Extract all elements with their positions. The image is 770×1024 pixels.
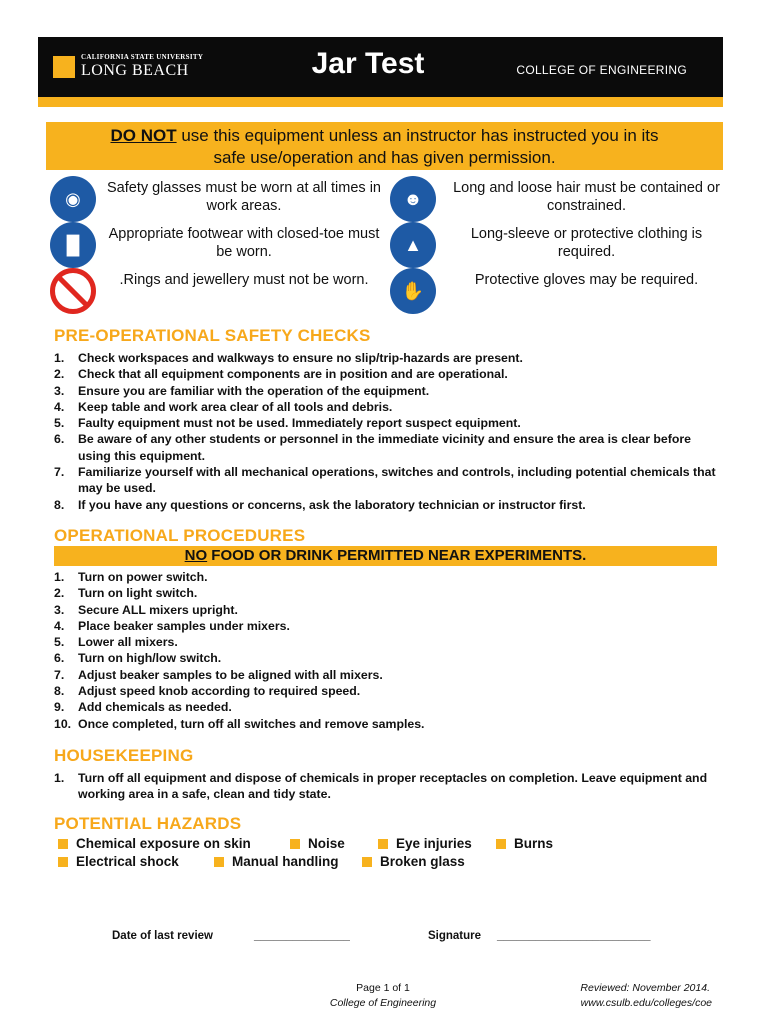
list-item-number: 8. xyxy=(54,497,65,512)
list-item-number: 2. xyxy=(54,367,65,382)
hazard-item: Manual handling xyxy=(214,854,339,869)
bullet-icon xyxy=(496,839,506,849)
list-item-number: 7. xyxy=(54,465,65,480)
list-item-number: 4. xyxy=(54,399,65,414)
list-item xyxy=(54,366,724,382)
review-date-line[interactable]: _______________ xyxy=(254,930,350,942)
list-item xyxy=(54,683,724,699)
list-item xyxy=(54,602,724,618)
operational-list xyxy=(54,569,724,732)
bullet-icon xyxy=(58,857,68,867)
list-item-number: 5. xyxy=(54,416,65,431)
list-item xyxy=(54,667,724,683)
pre-op-list xyxy=(54,350,724,513)
list-item xyxy=(54,497,724,513)
list-item-text: Turn on power switch. xyxy=(78,570,208,584)
footer-college: College of Engineering xyxy=(329,997,437,1009)
list-item-text: Turn on light switch. xyxy=(78,586,198,601)
list-item xyxy=(54,569,724,585)
housekeeping-heading: HOUSEKEEPING xyxy=(54,746,194,765)
hazard-item: Electrical shock xyxy=(58,854,179,869)
ppe-text: Safety glasses must be worn at all times in work areas. xyxy=(106,180,381,214)
operational-heading: OPERATIONAL PROCEDURES xyxy=(54,526,306,545)
warning-banner xyxy=(46,122,723,170)
list-item-number: 1. xyxy=(54,570,65,584)
bullet-icon xyxy=(214,857,224,867)
list-item-text: Keep table and work area clear of all tools and debris. xyxy=(78,399,393,414)
list-item-number: 9. xyxy=(54,700,65,715)
list-item xyxy=(54,716,724,732)
list-item-number: 5. xyxy=(54,635,65,650)
list-item-text: Adjust beaker samples to be aligned with all mixers. xyxy=(78,667,383,682)
list-item-number: 8. xyxy=(54,684,65,699)
list-item xyxy=(54,464,724,497)
hazard-item: Broken glass xyxy=(362,854,465,869)
list-item xyxy=(54,699,724,715)
bullet-icon xyxy=(58,839,68,849)
ppe-text: Long and loose hair must be contained or constrained. xyxy=(453,180,720,214)
gloves-icon: ✋ xyxy=(390,268,436,314)
list-item xyxy=(54,770,724,803)
list-item-text: Faulty equipment must not be used. Immediately report suspect equipment. xyxy=(78,416,521,431)
hazard-item: Burns xyxy=(496,836,553,851)
warning-line2: safe use/operation and has given permission. xyxy=(213,148,556,167)
list-item xyxy=(54,383,724,399)
list-item-number: 3. xyxy=(54,602,65,617)
list-item-number: 3. xyxy=(54,383,65,398)
list-item-text: Be aware of any other students or personnel in the immediate vicinity and ensure the area is clear before using this equipment. xyxy=(78,432,691,463)
no-food-banner xyxy=(54,546,717,566)
list-item-text: Add chemicals as needed. xyxy=(78,700,232,715)
list-item-text: Turn off all equipment and dispose of chemicals in proper receptacles on completion. Leave equipment and working area in a safe, clean and tidy state. xyxy=(78,771,708,802)
list-item xyxy=(54,634,724,650)
hair-icon: ☻ xyxy=(390,176,436,222)
list-item-number: 1. xyxy=(54,351,65,365)
college-name: COLLEGE OF ENGINEERING xyxy=(516,63,687,77)
logo-campus-line: LONG BEACH xyxy=(81,62,189,79)
housekeeping-list xyxy=(54,770,724,803)
list-item-number: 6. xyxy=(54,651,65,666)
no-jewellery-icon xyxy=(50,268,96,314)
document-title: Jar Test xyxy=(311,47,425,80)
list-item-number: 10. xyxy=(54,716,72,731)
ppe-text: Long-sleeve or protective clothing is required. xyxy=(470,226,703,260)
hazards-heading: POTENTIAL HAZARDS xyxy=(54,814,242,833)
list-item-number: 7. xyxy=(54,667,65,682)
footer-url: www.csulb.edu/colleges/coe xyxy=(580,997,712,1009)
ppe-text: .Rings and jewellery must not be worn. xyxy=(119,272,369,288)
list-item-text: Once completed, turn off all switches and remove samples. xyxy=(78,716,425,731)
bullet-icon xyxy=(378,839,388,849)
footer-reviewed: Reviewed: November 2014. xyxy=(580,982,710,994)
warning-line1: use this equipment unless an instructor has instructed you in its xyxy=(176,126,659,145)
review-date-label: Date of last review xyxy=(112,930,213,942)
list-item xyxy=(54,415,724,431)
hazard-item: Noise xyxy=(290,836,345,851)
header-band xyxy=(38,37,723,107)
signature-label: Signature xyxy=(428,930,482,942)
list-item-text: Lower all mixers. xyxy=(78,635,178,650)
list-item xyxy=(54,350,724,366)
list-item-text: Place beaker samples under mixers. xyxy=(78,618,290,633)
footwear-icon: █ xyxy=(50,222,96,268)
list-item-text: Check workspaces and walkways to ensure no slip/trip-hazards are present. xyxy=(78,351,523,365)
list-item xyxy=(54,431,724,464)
bullet-icon xyxy=(290,839,300,849)
list-item-text: Turn on high/low switch. xyxy=(78,651,222,666)
list-item xyxy=(54,650,724,666)
signature-line[interactable]: ________________________ xyxy=(497,930,651,942)
list-item-number: 6. xyxy=(54,432,65,447)
safety-glasses-icon: ◉ xyxy=(50,176,96,222)
list-item-text: Adjust speed knob according to required speed. xyxy=(78,684,361,699)
bullet-icon xyxy=(362,857,372,867)
pre-op-heading: PRE-OPERATIONAL SAFETY CHECKS xyxy=(54,326,371,345)
list-item-text: Familiarize yourself with all mechanical operations, switches and controls, including potential chemicals that may be used. xyxy=(78,465,716,496)
clothing-icon: ▲ xyxy=(390,222,436,268)
ppe-text: Appropriate footwear with closed-toe must be worn. xyxy=(108,226,380,260)
list-item xyxy=(54,399,724,415)
list-item-number: 2. xyxy=(54,586,65,601)
hazard-item: Eye injuries xyxy=(378,836,472,851)
no-food-emphasis: NO xyxy=(184,547,208,564)
no-food-text: FOOD OR DRINK PERMITTED NEAR EXPERIMENTS. xyxy=(207,547,587,564)
list-item-text: Secure ALL mixers upright. xyxy=(78,602,238,617)
logo-university-line: CALIFORNIA STATE UNIVERSITY xyxy=(81,53,204,61)
list-item-number: 4. xyxy=(54,618,65,633)
warning-emphasis: DO NOT xyxy=(110,126,177,145)
list-item-text: Ensure you are familiar with the operation of the equipment. xyxy=(78,383,430,398)
list-item-number: 1. xyxy=(54,771,65,785)
list-item-text: If you have any questions or concerns, ask the laboratory technician or instructor first. xyxy=(78,497,586,512)
list-item xyxy=(54,585,724,601)
hazard-item: Chemical exposure on skin xyxy=(58,836,251,851)
ppe-text: Protective gloves may be required. xyxy=(474,272,699,288)
page-number: Page 1 of 1 xyxy=(356,982,410,994)
list-item-text: Check that all equipment components are in position and are operational. xyxy=(78,367,508,382)
list-item xyxy=(54,618,724,634)
